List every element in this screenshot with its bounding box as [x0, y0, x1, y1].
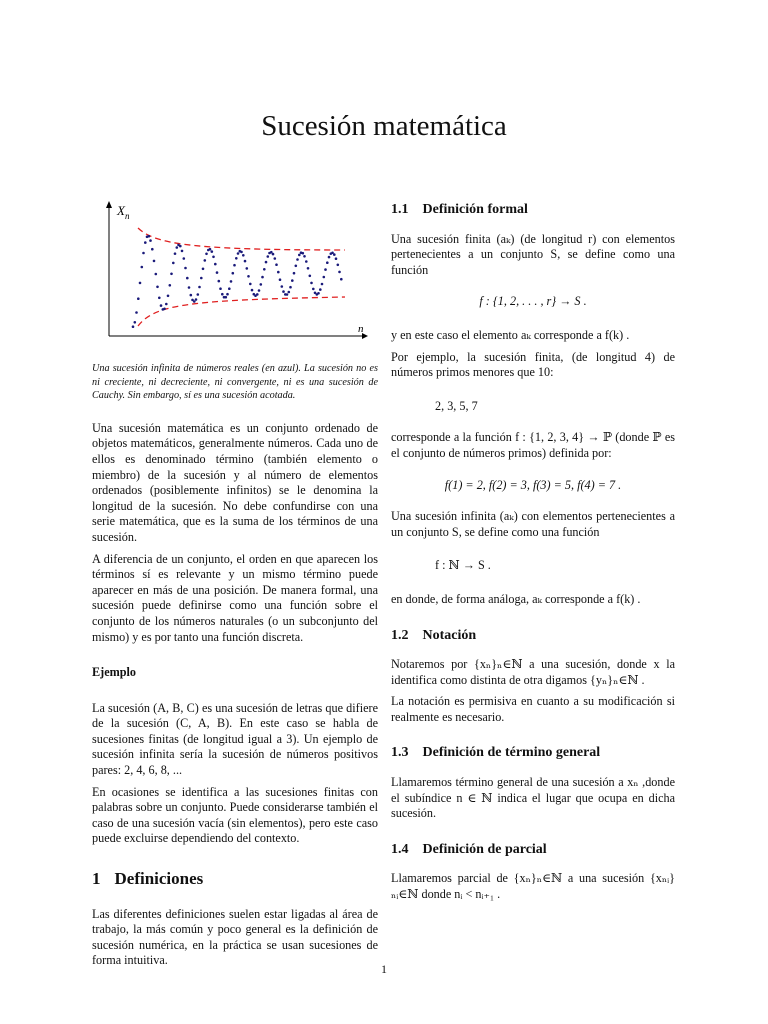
- sequence-point: [163, 308, 166, 311]
- sequence-point: [258, 289, 261, 292]
- sequence-point: [144, 241, 147, 244]
- sequence-point: [277, 271, 280, 274]
- sequence-point: [134, 321, 137, 324]
- sequence-point: [246, 267, 249, 270]
- section-1-1-heading: 1.1 Definición formal: [391, 202, 528, 217]
- sequence-point: [335, 257, 338, 260]
- sequence-point: [172, 262, 175, 265]
- sequence-point: [200, 277, 203, 280]
- sequence-point: [281, 285, 284, 288]
- sequence-point: [183, 257, 186, 260]
- sequence-point: [319, 288, 322, 291]
- sequence-point: [209, 248, 212, 251]
- figure-caption: Una sucesión infinita de números reales (en azul). La sucesión no es ni creciente, ni decreciente, ni convergente, ni es una sucesión de Cauchy. Sin embargo, sí es una sucesión acotada.: [92, 363, 378, 402]
- sequence-point: [197, 293, 200, 296]
- sequence-point: [260, 283, 263, 286]
- sequence-point: [204, 259, 207, 262]
- sequence-point: [226, 293, 229, 296]
- s14-paragraph-1: Llamaremos parcial de {xₙ}ₙ∈ℕ a una sucesión {xₙᵢ}ₙᵢ∈ℕ donde nᵢ < nᵢ₊₁ .: [391, 871, 675, 902]
- sequence-point: [232, 272, 235, 275]
- s11-paragraph-5: Una sucesión infinita (aₖ) con elementos pertenecientes a un conjunto S, se define como una función: [391, 509, 675, 539]
- sequence-point: [240, 251, 243, 254]
- sequence-point: [155, 273, 158, 276]
- sequence-point: [324, 268, 327, 271]
- left-column: [92, 362, 378, 969]
- sequence-point: [132, 325, 135, 328]
- sequence-point: [291, 279, 294, 282]
- sequence-point: [141, 266, 144, 269]
- sequence-point: [170, 273, 173, 276]
- sequence-point: [296, 258, 299, 261]
- sequence-point: [184, 267, 187, 270]
- section-1-heading: 1 Definiciones: [92, 869, 204, 889]
- s13-paragraph-1: Llamaremos término general de una sucesión a xₙ ,donde el subíndice n ∈ ℕ indica el lugar que ocupa en dicha sucesión.: [391, 775, 675, 821]
- sequence-point: [214, 263, 217, 266]
- sequence-point: [326, 261, 329, 264]
- sequence-point: [244, 260, 247, 263]
- sequence-point: [321, 283, 324, 286]
- sequence-point: [323, 276, 326, 279]
- sequence-point: [228, 287, 231, 290]
- sequence-point: [186, 277, 189, 280]
- equation-primes: 2, 3, 5, 7: [435, 398, 478, 413]
- upper-envelope: [138, 228, 345, 250]
- sequence-point: [333, 253, 336, 256]
- sequence-point: [272, 253, 275, 256]
- sequence-point: [337, 264, 340, 267]
- equation-infinite-function: f : ℕ → S .: [435, 558, 491, 573]
- page-title: Sucesión matemática: [261, 110, 507, 142]
- sequence-point: [167, 295, 170, 298]
- sequence-point: [263, 268, 266, 271]
- sequence-point: [165, 303, 168, 306]
- sequence-point: [221, 293, 224, 296]
- sequence-point: [160, 304, 163, 307]
- sequence-point: [242, 254, 245, 257]
- sequence-point: [305, 260, 308, 263]
- sequence-point: [135, 311, 138, 314]
- right-column: [391, 202, 675, 903]
- sequence-point: [205, 253, 208, 256]
- s11-paragraph-4: corresponde a la función f : {1, 2, 3, 4} → ℙ (donde ℙ es el conjunto de números primos) definida por:: [391, 430, 675, 460]
- sequence-point: [193, 300, 196, 303]
- sequence-point: [181, 250, 184, 253]
- page-number: 1: [381, 962, 387, 976]
- sequence-point: [256, 293, 259, 296]
- sequence-point: [261, 276, 264, 279]
- intro-paragraph: Una sucesión matemática es un conjunto ordenado de objetos matemáticos, generalmente números. Cada uno de ellos es denominado término (también elemento o miembro) de la sucesión y al número de elementos ordenados (posiblemente infinitos) se le denomina la longitud de la sucesión. No debe confundirse con una serie matemática, que es la suma de los términos de una sucesión.: [92, 420, 378, 544]
- sequence-point: [151, 248, 154, 251]
- sequence-point: [309, 275, 312, 278]
- sequence-point: [303, 255, 306, 258]
- paragraph-words: En ocasiones se identifica a las sucesiones finitas con palabras sobre un conjunto. Puede considerarse también el caso de una sucesión vacía (sin elementos), pero este caso puede excluirse dependiendo del contexto.: [92, 784, 378, 846]
- sequence-point: [230, 280, 233, 283]
- sequence-point: [233, 264, 236, 267]
- sequence-point: [293, 272, 296, 275]
- s12-paragraph-2: La notación es permisiva en cuanto a su modificación si realmente es necesario.: [391, 694, 675, 724]
- sequence-point: [328, 256, 331, 259]
- section-1-paragraph: Las diferentes definiciones suelen estar ligadas al área de trabajo, la más común y poco general es la definición de sucesión numérica, en la práctica se usan sucesiones de forma intuitiva.: [92, 906, 378, 968]
- y-axis-label: $X_n$: [117, 203, 130, 221]
- sequence-point: [176, 246, 179, 249]
- sequence-point: [289, 286, 292, 289]
- sequence-point: [218, 280, 221, 283]
- sequence-point: [302, 252, 305, 255]
- sequence-point: [237, 252, 240, 255]
- sequence-point: [312, 288, 315, 291]
- sequence-point: [274, 257, 277, 260]
- sequence-point: [137, 297, 140, 300]
- section-1-3-heading: 1.3 Definición de término general: [391, 745, 601, 761]
- sequence-point: [251, 289, 254, 292]
- sequence-point: [249, 283, 252, 286]
- s11-paragraph-2: y en este caso el elemento aₖ corresponde a f(k) .: [391, 327, 630, 342]
- s11-paragraph-6: en donde, de forma análoga, aₖ corresponde a f(k) .: [391, 591, 641, 606]
- sequence-point: [149, 239, 152, 242]
- sequence-point: [216, 271, 219, 274]
- sequence-point: [188, 286, 191, 289]
- sequence-point: [275, 263, 278, 266]
- sequence-point: [247, 275, 250, 278]
- sequence-point: [282, 290, 285, 293]
- sequence-figure: [100, 196, 372, 346]
- sequence-point: [310, 282, 313, 285]
- s12-paragraph-1: Notaremos por {xₙ}ₙ∈ℕ a una sucesión, donde x la identifica como distinta de otra digamos {yₙ}ₙ∈ℕ .: [391, 657, 675, 687]
- sequence-point: [298, 254, 301, 257]
- sequence-point: [179, 245, 182, 248]
- sequence-point: [288, 291, 291, 294]
- sequence-point: [174, 252, 177, 255]
- sequence-point: [267, 255, 270, 258]
- s11-paragraph-3: Por ejemplo, la sucesión finita, (de longitud 4) de números primos menores que 10:: [391, 349, 675, 380]
- sequence-point: [295, 265, 298, 268]
- sequence-point: [148, 235, 151, 238]
- y-axis-arrow: [106, 201, 112, 208]
- sequence-point: [198, 286, 201, 289]
- sequence-point: [211, 250, 214, 253]
- equation-prime-function: f(1) = 2, f(2) = 3, f(3) = 5, f(4) = 7 .: [444, 477, 622, 492]
- sequence-point: [156, 286, 159, 289]
- sequence-point: [202, 268, 205, 271]
- sequence-point: [153, 260, 156, 263]
- sequence-point: [219, 287, 222, 290]
- x-axis-label: n: [358, 323, 364, 335]
- sequence-point: [195, 298, 198, 301]
- sequence-point: [317, 292, 320, 295]
- sequence-point: [265, 261, 268, 264]
- section-1-4-heading: 1.4 Definición de parcial: [391, 841, 547, 857]
- lower-envelope: [138, 297, 345, 326]
- sequence-point: [340, 278, 343, 281]
- ejemplo-paragraph: La sucesión (A, B, C) es una sucesión de letras que difiere de la sucesión (C, A, B). En este caso se habla de sucesiones finitas (de longitud igual a 3). Un ejemplo de sucesión infinita sería la sucesión de números positivos pares: 2, 4, 6, 8, ...: [92, 700, 378, 778]
- paragraph-order: A diferencia de un conjunto, el orden en que aparecen los términos sí es relevante y un mismo término puede aparecer en más de una posición. De manera formal, una sucesión puede definirse como una función sobre el conjunto de los números naturales (o un subconjunto del mismo) y es por tanto una función discreta.: [92, 551, 378, 644]
- sequence-point: [158, 297, 161, 300]
- sequence-point: [235, 257, 238, 260]
- sequence-point: [169, 284, 172, 287]
- sequence-point: [279, 278, 282, 281]
- equation-finite-function: f : {1, 2, . . . , r} → S .: [479, 294, 587, 309]
- sequence-point: [139, 282, 142, 285]
- sequence-point: [212, 256, 215, 259]
- sequence-point: [190, 294, 193, 297]
- sequence-point: [286, 293, 289, 296]
- sequence-point: [142, 252, 145, 255]
- ejemplo-heading: Ejemplo: [92, 665, 137, 680]
- sequence-point: [225, 296, 228, 299]
- sequence-point: [307, 267, 310, 270]
- section-1-2-heading: 1.2 Notación: [391, 627, 477, 643]
- sequence-point: [338, 271, 341, 274]
- s11-paragraph-1: Una sucesión finita (aₖ) (de longitud r) con elementos pertenecientes a un conjunto S, se define como una función: [391, 231, 675, 277]
